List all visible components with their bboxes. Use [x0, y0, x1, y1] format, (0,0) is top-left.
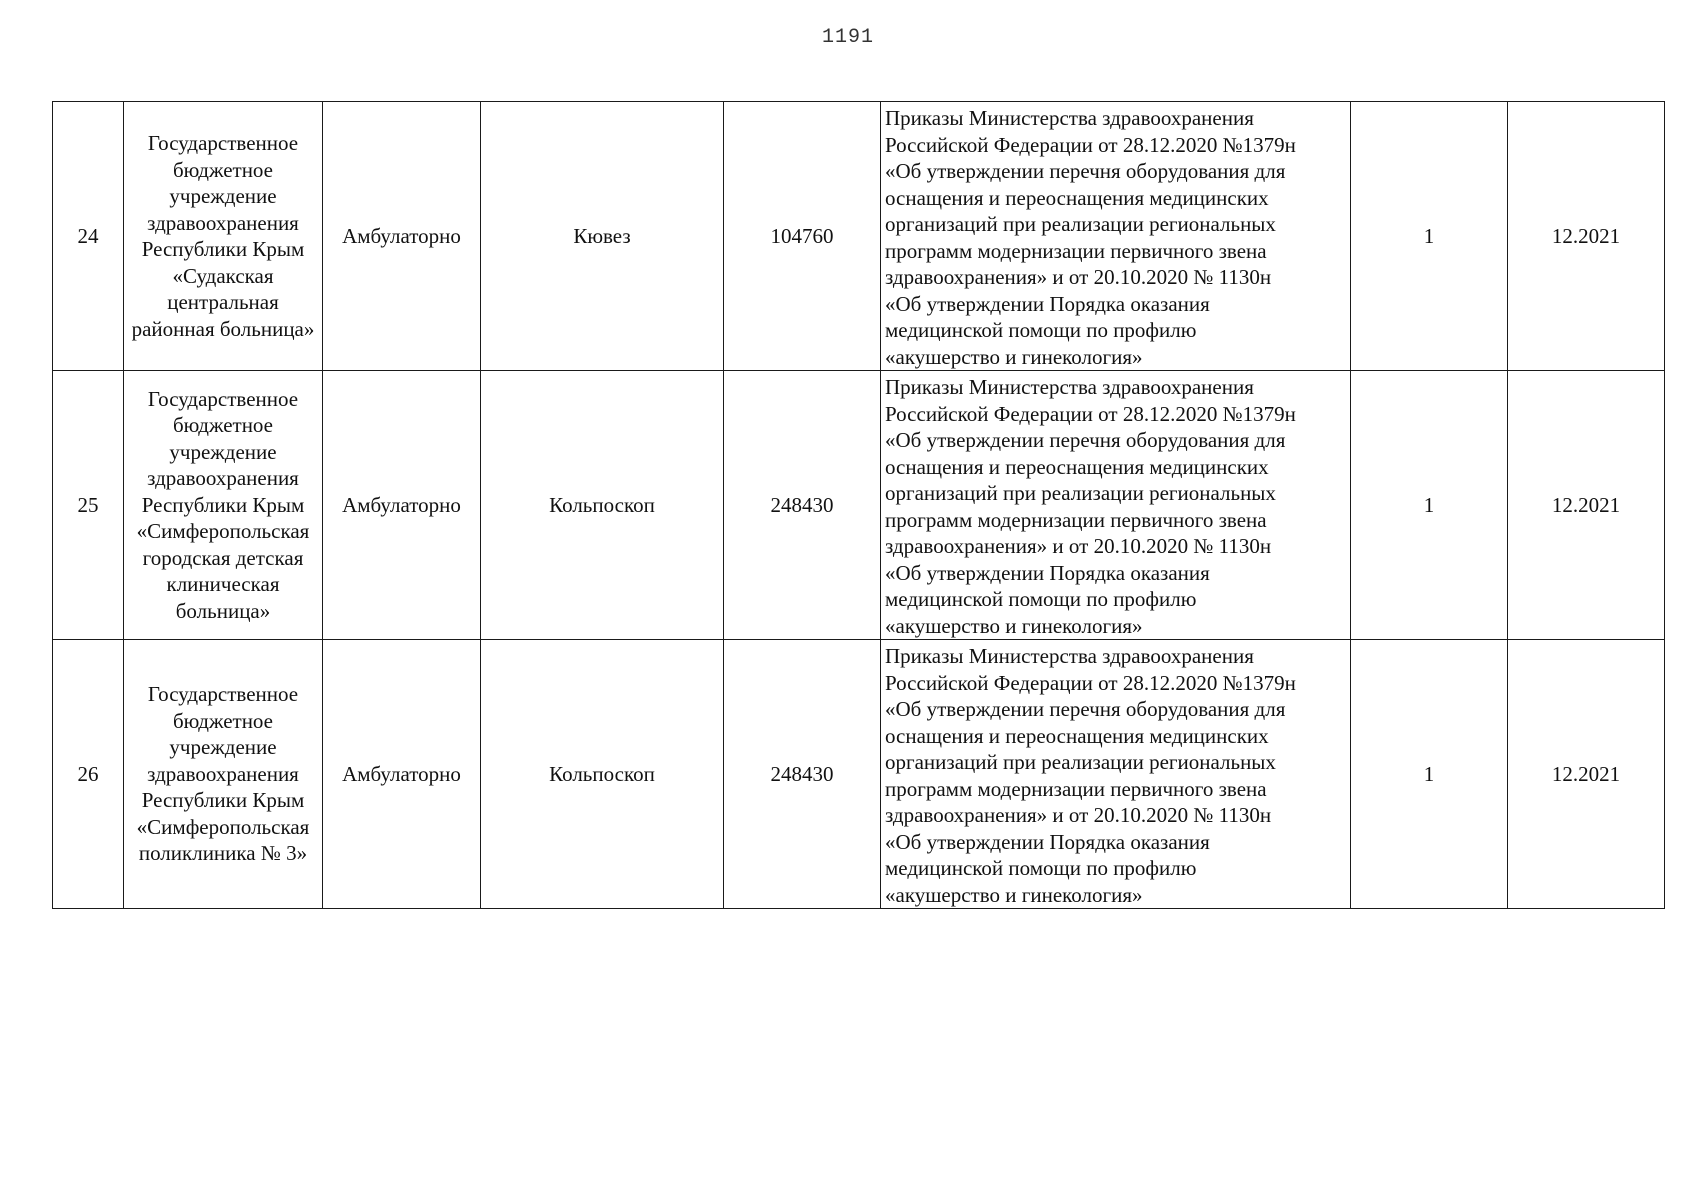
equipment-table — [52, 101, 1665, 909]
delivery-date-cell: 12.2021 — [1508, 640, 1665, 909]
equipment-name-cell: Кольпоскоп — [481, 371, 724, 640]
equipment-code-cell: 248430 — [724, 371, 881, 640]
regulatory-document-cell-line: оснащения и переоснащения медицинских — [885, 454, 1269, 479]
regulatory-document-cell-line: Российской Федерации от 28.12.2020 №1379н — [885, 132, 1296, 157]
regulatory-document-cell-line: «Об утверждении Порядка оказания — [885, 560, 1210, 585]
institution-cell-line: городская детская — [142, 545, 304, 570]
equipment-table-container — [52, 101, 1665, 909]
quantity-cell: 1 — [1351, 371, 1508, 640]
institution-cell-line: здравоохранения — [147, 466, 299, 491]
institution-cell-line: центральная — [167, 290, 279, 314]
regulatory-document-cell-line: Российской Федерации от 28.12.2020 №1379н — [885, 670, 1296, 695]
institution-cell-line: учреждение — [169, 735, 277, 760]
regulatory-document-cell-line: здравоохранения» и от 20.10.2020 № 1130н — [885, 265, 1272, 289]
regulatory-document-cell-line: организаций при реализации региональных — [885, 212, 1276, 236]
institution-cell-line: «Судакская — [172, 263, 274, 288]
regulatory-document-cell — [881, 371, 1351, 640]
regulatory-document-cell-line: «акушерство и гинекология» — [885, 344, 1143, 369]
table-row — [53, 371, 1665, 640]
institution-cell-line: здравоохранения — [147, 210, 299, 235]
institution-cell-line: «Симферопольская — [136, 519, 310, 544]
row-number-cell: 24 — [53, 102, 124, 371]
delivery-date-cell: 12.2021 — [1508, 102, 1665, 371]
institution-cell-line: учреждение — [169, 439, 277, 464]
equipment-name-cell: Кольпоскоп — [481, 640, 724, 909]
table-row — [53, 640, 1665, 909]
institution-cell-line: поликлиника № 3» — [138, 841, 308, 866]
institution-cell-line: учреждение — [169, 184, 277, 208]
regulatory-document-cell-line: медицинской помощи по профилю — [885, 318, 1197, 342]
regulatory-document-cell-line: здравоохранения» и от 20.10.2020 № 1130н — [885, 534, 1272, 558]
regulatory-document-cell-line: «Об утверждении перечня оборудования для — [885, 697, 1286, 721]
institution-cell-line: бюджетное — [172, 708, 274, 733]
regulatory-document-cell-line: организаций при реализации региональных — [885, 481, 1276, 505]
institution-cell-line: «Симферопольская — [136, 814, 310, 839]
equipment-name-cell: Кювез — [481, 102, 724, 371]
regulatory-document-cell-line: медицинской помощи по профилю — [885, 587, 1197, 611]
equipment-code-cell: 104760 — [724, 102, 881, 371]
regulatory-document-cell-line: медицинской помощи по профилю — [885, 856, 1197, 880]
table-row — [53, 102, 1665, 371]
institution-cell-line: бюджетное — [172, 413, 274, 438]
row-number-cell: 26 — [53, 640, 124, 909]
institution-cell-line: Государственное — [147, 682, 299, 707]
institution-cell-line: бюджетное — [172, 157, 274, 182]
regulatory-document-cell-line: Российской Федерации от 28.12.2020 №1379н — [885, 401, 1296, 426]
regulatory-document-cell-line: оснащения и переоснащения медицинских — [885, 185, 1269, 210]
page-number: 1191 — [821, 26, 874, 49]
institution-cell-line: больница» — [175, 598, 271, 623]
equipment-code-cell: 248430 — [724, 640, 881, 909]
row-number-cell: 25 — [53, 371, 124, 640]
regulatory-document-cell-line: организаций при реализации региональных — [885, 750, 1276, 774]
institution-cell — [124, 371, 323, 640]
quantity-cell: 1 — [1351, 102, 1508, 371]
table-body — [53, 102, 1665, 909]
institution-cell-line: здравоохранения — [147, 761, 299, 786]
regulatory-document-cell-line: программ модернизации первичного звена — [885, 238, 1267, 263]
delivery-date-cell: 12.2021 — [1508, 371, 1665, 640]
regulatory-document-cell-line: «акушерство и гинекология» — [885, 882, 1143, 907]
regulatory-document-cell-line: Приказы Министерства здравоохранения — [885, 644, 1254, 668]
regulatory-document-cell-line: «Об утверждении перечня оборудования для — [885, 428, 1286, 452]
institution-cell-line: Государственное — [147, 131, 299, 155]
care-type-cell: Амбулаторно — [323, 640, 481, 909]
regulatory-document-cell-line: программ модернизации первичного звена — [885, 507, 1267, 532]
institution-cell-line: клиническая — [166, 572, 280, 597]
institution-cell-line: Республики Крым — [141, 788, 305, 813]
institution-cell — [124, 102, 323, 371]
regulatory-document-cell-line: «акушерство и гинекология» — [885, 613, 1143, 638]
regulatory-document-cell-line: «Об утверждении Порядка оказания — [885, 291, 1210, 316]
regulatory-document-cell-line: «Об утверждении перечня оборудования для — [885, 159, 1286, 183]
institution-cell-line: Государственное — [147, 386, 299, 411]
care-type-cell: Амбулаторно — [323, 102, 481, 371]
regulatory-document-cell-line: здравоохранения» и от 20.10.2020 № 1130н — [885, 803, 1272, 827]
institution-cell-line: Республики Крым — [141, 492, 305, 517]
regulatory-document-cell — [881, 102, 1351, 371]
regulatory-document-cell-line: оснащения и переоснащения медицинских — [885, 723, 1269, 748]
regulatory-document-cell-line: «Об утверждении Порядка оказания — [885, 829, 1210, 854]
regulatory-document-cell — [881, 640, 1351, 909]
institution-cell-line: Республики Крым — [141, 237, 305, 261]
institution-cell-line: районная больница» — [131, 316, 315, 341]
regulatory-document-cell-line: Приказы Министерства здравоохранения — [885, 106, 1254, 130]
regulatory-document-cell-line: программ модернизации первичного звена — [885, 776, 1267, 801]
care-type-cell: Амбулаторно — [323, 371, 481, 640]
regulatory-document-cell-line: Приказы Министерства здравоохранения — [885, 375, 1254, 399]
institution-cell — [124, 640, 323, 909]
quantity-cell: 1 — [1351, 640, 1508, 909]
